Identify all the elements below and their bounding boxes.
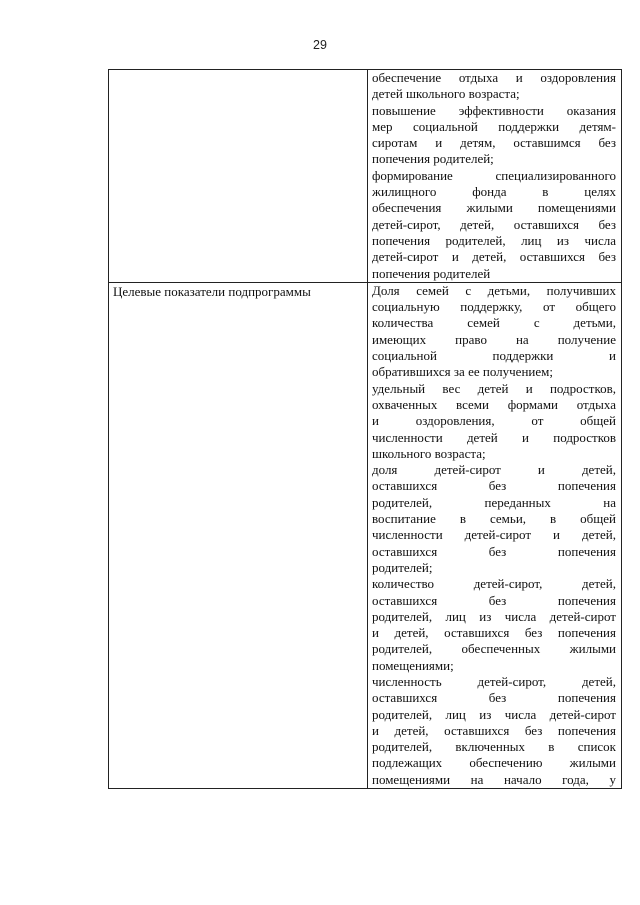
text-line: удельный вес детей и подростков,	[372, 380, 616, 396]
text-line: доля детей-сирот и детей,	[372, 462, 616, 478]
text-line: и детей, оставшихся без попечения	[372, 722, 616, 738]
text-line: формирование специализированного	[372, 167, 616, 183]
text-line: социальную поддержку, от общего	[372, 299, 616, 315]
text-line: попечения родителей, лиц из числа	[372, 232, 616, 248]
text-line: мер социальной поддержки детям-	[372, 118, 616, 134]
text-line: и оздоровления, от общей	[372, 413, 616, 429]
text-line: родителей, лиц из числа детей-сирот	[372, 608, 616, 624]
text-line: численности детей и подростков	[372, 429, 616, 445]
text-line: родителей, включенных в список	[372, 739, 616, 755]
text-line: охваченных всеми формами отдыха	[372, 396, 616, 412]
row-content	[368, 283, 621, 788]
text-line: обратившихся за ее получением;	[372, 364, 553, 380]
text-line: оставшихся без попечения	[372, 478, 616, 494]
text-line: повышение эффективности оказания	[372, 102, 616, 118]
text-line: оставшихся без попечения	[372, 690, 616, 706]
text-line: подлежащих обеспечению жилыми	[372, 755, 616, 771]
text-line: попечения родителей	[372, 265, 491, 281]
text-line: оставшихся без попечения	[372, 543, 616, 559]
text-line: количества семей с детьми,	[372, 315, 616, 331]
text-line: оставшихся без попечения	[372, 592, 616, 608]
text-line: школьного возраста;	[372, 445, 486, 461]
text-line: Доля семей с детьми, получивших	[372, 282, 616, 298]
table-row-tasks	[109, 70, 622, 283]
text-line: родителей, переданных на	[372, 494, 616, 510]
text-line: обеспечения жилыми помещениями	[372, 200, 616, 216]
text-line: детей школьного возраста;	[372, 86, 520, 102]
text-line: обеспечение отдыха и оздоровления	[372, 70, 616, 85]
program-table	[108, 69, 622, 789]
text-line: численность детей-сирот, детей,	[372, 673, 616, 689]
text-line: детей-сирот, детей, оставшихся без	[372, 216, 616, 232]
text-line: имеющих право на получение	[372, 331, 616, 347]
text-line: численности детей-сирот и детей,	[372, 527, 616, 543]
row-label-cell	[109, 70, 368, 283]
row-content	[368, 70, 621, 282]
row-label	[109, 70, 367, 71]
page-number: 29	[313, 38, 327, 52]
text-line: детей-сирот и детей, оставшихся без	[372, 249, 616, 265]
text-line: помещениями на начало года, у	[372, 771, 616, 787]
text-line: попечения родителей;	[372, 151, 494, 167]
text-line: родителей;	[372, 559, 433, 575]
text-line: и детей, оставшихся без попечения	[372, 625, 616, 641]
text-line: количество детей-сирот, детей,	[372, 576, 616, 592]
text-line: воспитание в семьи, в общей	[372, 511, 616, 527]
text-line: родителей, лиц из числа детей-сирот	[372, 706, 616, 722]
row-content-cell	[368, 70, 622, 283]
row-label: Целевые показатели подпрограммы	[113, 283, 311, 299]
text-line: помещениями;	[372, 657, 454, 673]
text-line: родителей, обеспеченных жилыми	[372, 641, 616, 657]
text-line: социальной поддержки и	[372, 348, 616, 364]
row-content-cell	[368, 282, 622, 788]
text-line: жилищного фонда в целях	[372, 184, 616, 200]
table-row-target-indicators	[109, 282, 622, 788]
text-line: сиротам и детям, оставшимся без	[372, 135, 616, 151]
row-label-cell	[109, 282, 368, 788]
